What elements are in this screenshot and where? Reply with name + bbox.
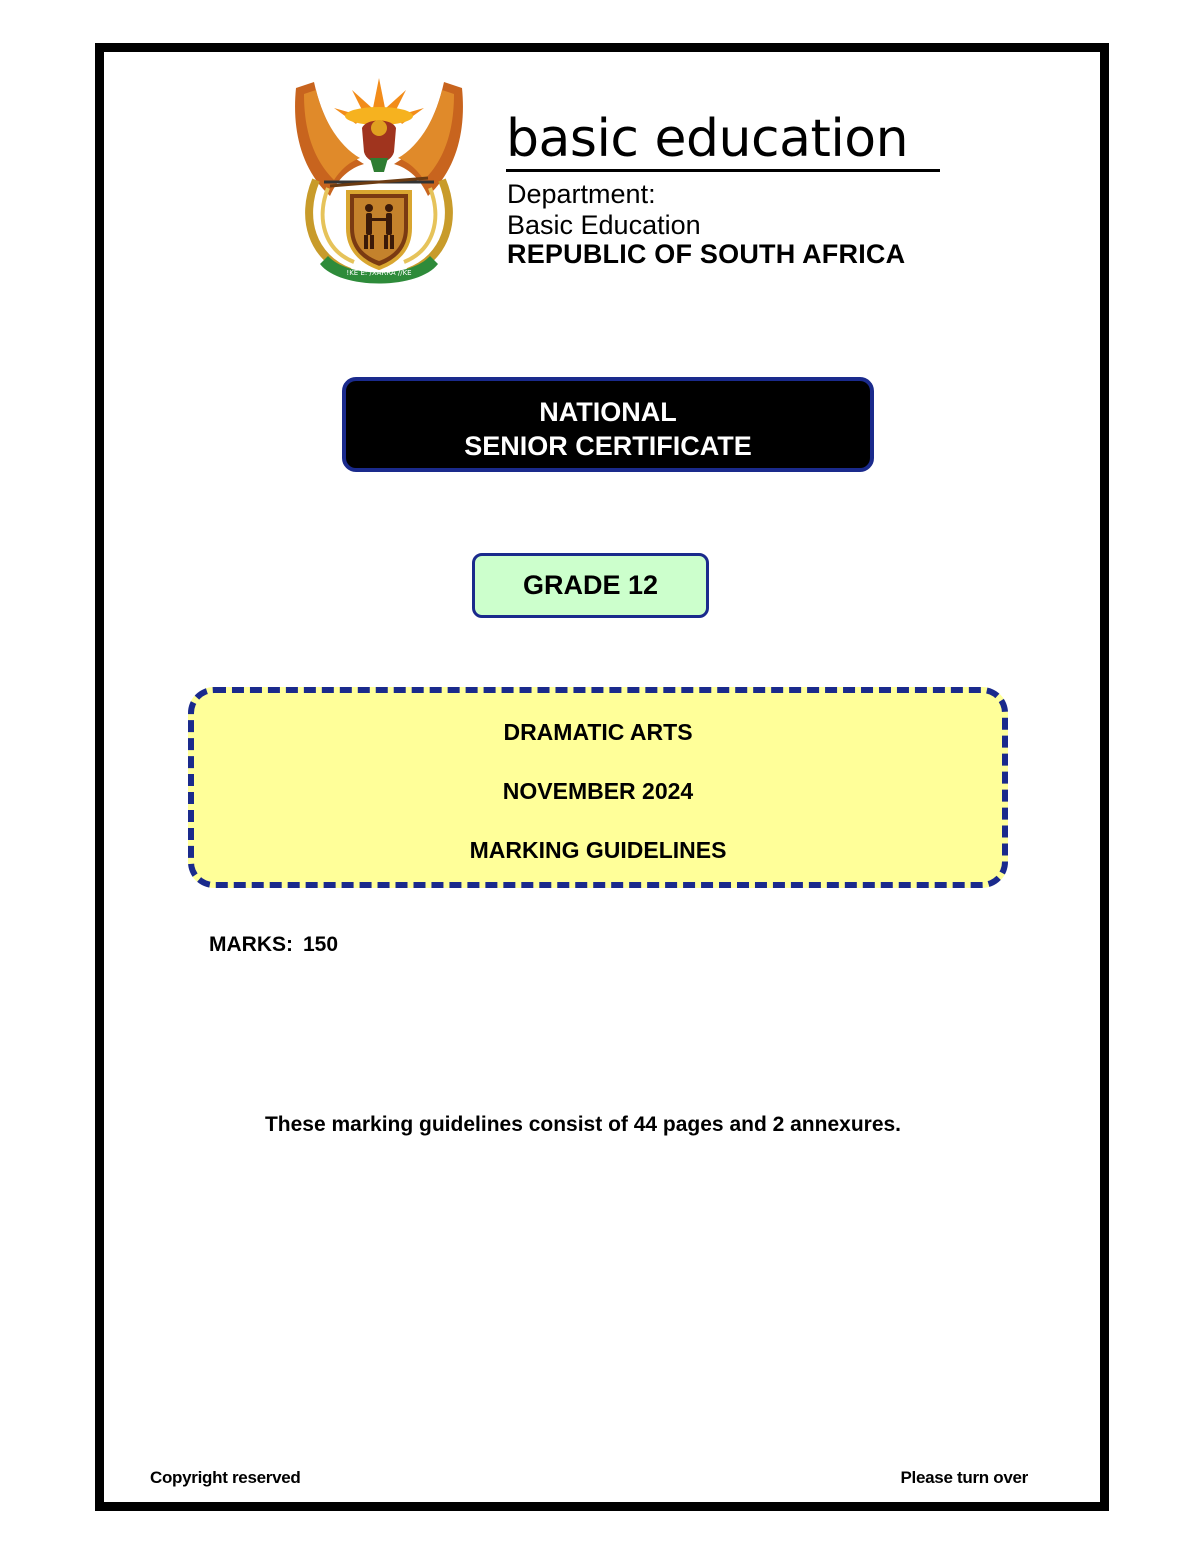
certificate-line-2: SENIOR CERTIFICATE: [464, 431, 752, 461]
exam-session: NOVEMBER 2024: [502, 778, 694, 804]
grade-badge: GRADE 12: [472, 553, 709, 618]
department-name: Basic Education: [507, 210, 701, 240]
subject-panel: [188, 687, 1008, 888]
brand-title: basic education: [506, 109, 909, 169]
certificate-banner: [342, 377, 874, 472]
marks-value: 150: [303, 933, 339, 956]
marks-label: MARKS:: [209, 933, 293, 956]
subject-name: DRAMATIC ARTS: [503, 719, 693, 745]
coat-of-arms-icon: [290, 68, 468, 290]
footer-copyright: Copyright reserved: [150, 1468, 301, 1487]
page-count-note: [0, 1112, 1200, 1138]
country-name: REPUBLIC OF SOUTH AFRICA: [507, 239, 906, 269]
marks-total: [209, 932, 338, 958]
certificate-line-1: NATIONAL: [539, 397, 677, 427]
crest-motto: !KE E: /XARRA //KE: [346, 269, 412, 277]
page-count-text: These marking guidelines consist of 44 pages and 2 annexures.: [264, 1113, 902, 1136]
brand-divider: [506, 169, 940, 172]
footer-turn-over: Please turn over: [900, 1468, 1028, 1487]
document-type: MARKING GUIDELINES: [469, 837, 727, 863]
department-label: Department:: [507, 179, 656, 209]
